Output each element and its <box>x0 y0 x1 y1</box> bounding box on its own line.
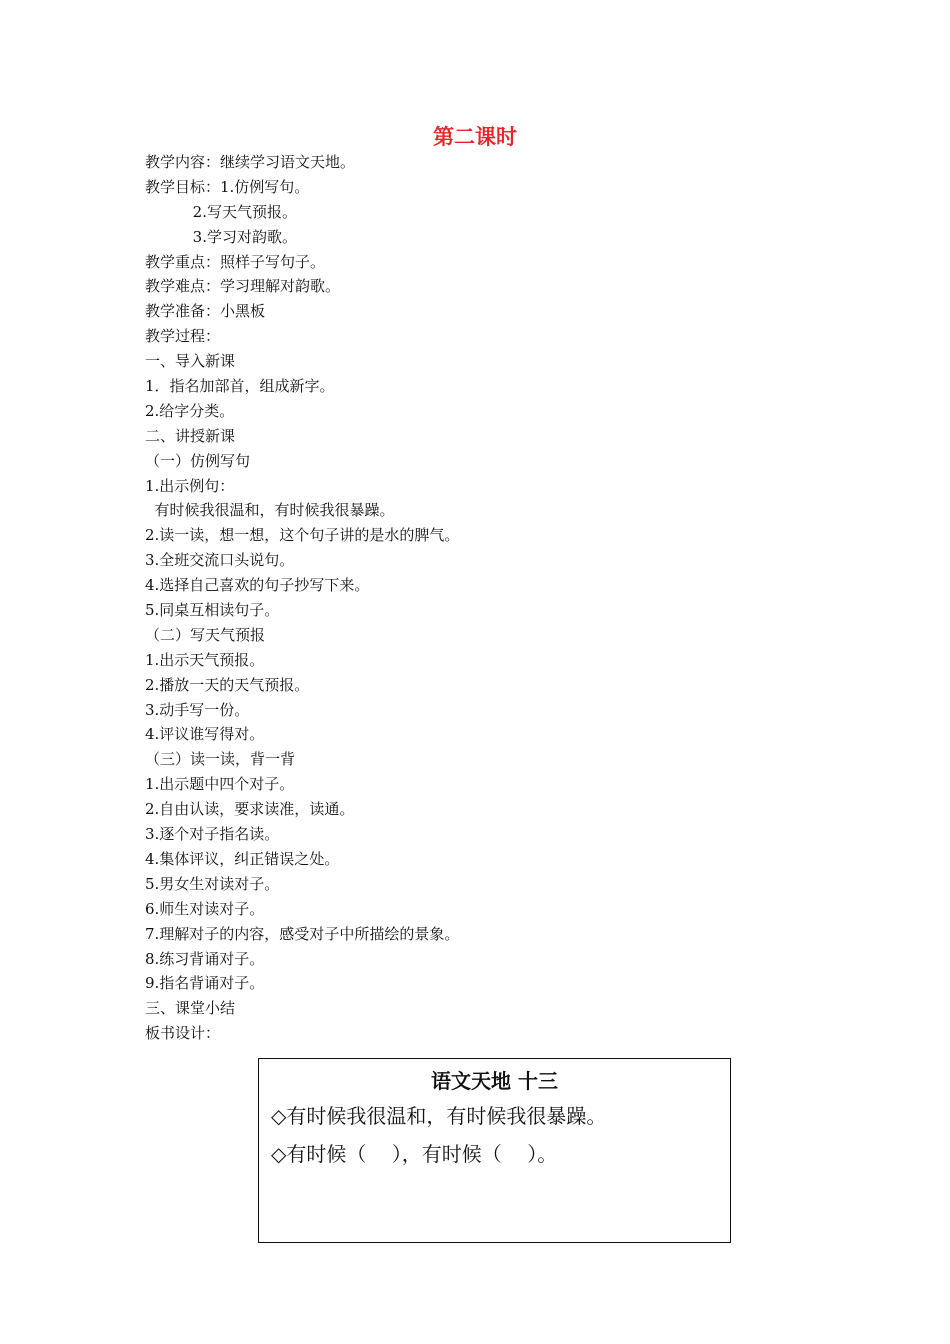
text-line: 1.出示题中四个对子。 <box>145 775 295 794</box>
text-line: （二）写天气预报 <box>145 625 266 644</box>
text-line: 教学目标：1.仿例写句。 <box>145 177 310 196</box>
text-line: （一）仿例写句 <box>145 451 251 470</box>
text-line: 7.理解对子的内容，感受对子中所描绘的景象。 <box>145 924 460 943</box>
text-line: 3.学习对韵歌。 <box>145 227 297 246</box>
text-line: 2.播放一天的天气预报。 <box>145 675 310 694</box>
text-line: 三、课堂小结 <box>145 999 236 1018</box>
page-title: 第二课时 <box>433 125 517 149</box>
text-line: 8.练习背诵对子。 <box>145 949 265 968</box>
lesson-plan-body <box>145 150 845 1046</box>
text-line: 教学过程： <box>145 327 221 346</box>
text-line: 有时候我很温和，有时候我很暴躁。 <box>145 501 395 520</box>
blackboard-design-box <box>258 1058 731 1243</box>
text-line: 3.动手写一份。 <box>145 700 250 719</box>
text-line: 2.给字分类。 <box>145 401 235 420</box>
text-line: 1.出示天气预报。 <box>145 650 265 669</box>
text-line: 5.同桌互相读句子。 <box>145 601 280 620</box>
text-line: 板书设计： <box>145 1024 221 1043</box>
text-line: 4.集体评议，纠正错误之处。 <box>145 849 340 868</box>
text-line: 3.逐个对子指名读。 <box>145 825 280 844</box>
text-line: 2.自由认读，要求读准，读通。 <box>145 800 355 819</box>
text-line: 2.读一读，想一想，这个句子讲的是水的脾气。 <box>145 526 460 545</box>
text-line: 4.评议谁写得对。 <box>145 725 265 744</box>
board-line: ◇有时候（ ），有时候（ ）。 <box>271 1142 558 1166</box>
text-line: 教学内容：继续学习语文天地。 <box>145 153 356 171</box>
text-line: 5.男女生对读对子。 <box>145 874 280 893</box>
board-line: ◇有时候我很温和，有时候我很暴躁。 <box>271 1104 607 1128</box>
board-title: 语文天地 十三 <box>431 1069 558 1093</box>
text-line: （三）读一读，背一背 <box>145 750 296 769</box>
text-line: 2.写天气预报。 <box>145 202 297 221</box>
text-line: 6.师生对读对子。 <box>145 899 265 918</box>
text-line: 1.出示例句： <box>145 476 235 495</box>
text-line: 二、讲授新课 <box>145 426 236 445</box>
text-line: 教学难点：学习理解对韵歌。 <box>145 277 341 296</box>
text-line: 教学重点：照样子写句子。 <box>145 252 326 271</box>
text-line: 4.选择自己喜欢的句子抄写下来。 <box>145 576 370 595</box>
text-line: 教学准备：小黑板 <box>145 302 266 321</box>
text-line: 1．指名加部首，组成新字。 <box>145 377 335 396</box>
text-line: 3.全班交流口头说句。 <box>145 551 295 570</box>
text-line: 9.指名背诵对子。 <box>145 974 265 993</box>
text-line: 一、导入新课 <box>145 352 236 371</box>
